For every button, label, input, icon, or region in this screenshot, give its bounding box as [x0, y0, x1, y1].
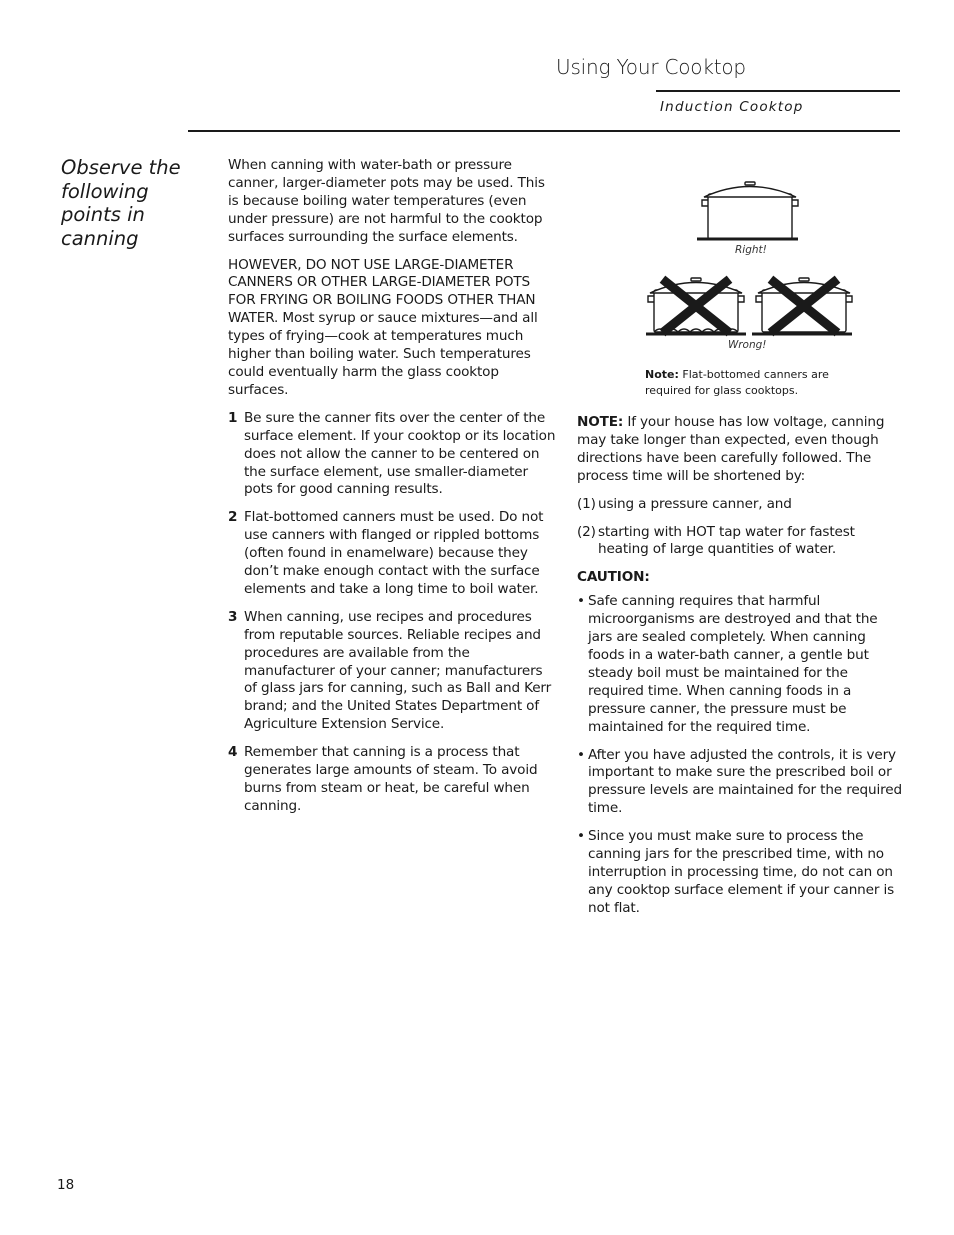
wrong-canner-offcenter-illustration [752, 278, 852, 334]
wrong-caption: Wrong! [728, 339, 767, 351]
section-rule [188, 130, 900, 132]
list-item [228, 744, 558, 816]
item-number: 1 [228, 409, 238, 426]
figure-note [645, 367, 845, 398]
list-item [577, 747, 903, 819]
voltage-note [577, 414, 903, 486]
step-number: (1) [577, 495, 596, 512]
step-text: using a pressure canner, and [598, 495, 792, 512]
left-column [228, 157, 558, 826]
caution-text: Safe canning requires that harmful microorganisms are destroyed and that the jars are sealed completely. When canning foods in a water-bath canner, a gentle but steady boil must be maintained for the required time. When canning foods in a pressure canner, the pressure must be maintained for the required time. [588, 593, 878, 735]
section-heading: Observe the following points in canning [61, 156, 181, 250]
bullet-dot: • [577, 746, 585, 763]
list-item [577, 524, 903, 560]
right-canner-illustration [697, 182, 798, 239]
wrong-canner-flanged-illustration [646, 278, 746, 334]
item-number: 3 [228, 608, 238, 625]
item-text: Flat-bottomed canners must be used. Do not use canners with flanged or rippled bottoms (often found in enamelware) because they don’t make enough contact with the surface elements and take a long time to boil water. [244, 509, 544, 597]
intro-paragraph: When canning with water-bath or pressure canner, larger-diameter pots may be used. This is because boiling water temperatures (even under pressure) are not harmful to the cooktop surfaces surrounding the surface elements. [228, 157, 545, 245]
right-caption: Right! [735, 244, 767, 256]
figure-note-text: Flat-bottomed canners are required for glass cooktops. [645, 368, 829, 397]
list-item [577, 828, 903, 918]
caution-text: After you have adjusted the controls, it is very important to make sure the prescribed boil or pressure levels are maintained for the required time. [588, 746, 902, 817]
note-label: NOTE: [577, 414, 624, 430]
figure-note-label: Note: [645, 368, 679, 381]
step-text: starting with HOT tap water for fastest heating of large quantities of water. [598, 523, 855, 558]
warning-paragraph: HOWEVER, DO NOT USE LARGE-DIAMETER CANNERS OR OTHER LARGE-DIAMETER POTS FOR FRYING OR BOILING FOODS OTHER THAN WATER. Most syrup or sauce mixtures—and all types of frying—cook at temperatures much higher than boiling water. Such temperatures could eventually harm the glass cooktop surfaces. [228, 256, 538, 398]
list-item [577, 496, 903, 514]
canner-illustration [640, 178, 860, 358]
page-number: 18 [57, 1177, 75, 1193]
item-text: When canning, use recipes and procedures from reputable sources. Reliable recipes and procedures are available from the manufacturer of your canner; manufacturers of glass jars for canning, such as Ball and Kerr brand; and the United States Department of Agriculture Extension Service. [244, 608, 552, 733]
page-title: Using Your Cooktop [556, 55, 746, 79]
bullet-dot: • [577, 593, 585, 610]
list-item [577, 593, 903, 736]
list-item [228, 609, 558, 734]
step-number: (2) [577, 523, 596, 540]
header-rule [656, 90, 900, 92]
item-text: Be sure the canner fits over the center of the surface element. If your cooktop or its location does not allow the canner to be centered on the surface element, use smaller-diameter pots for good canning results. [244, 409, 556, 498]
caution-text: Since you must make sure to process the canning jars for the prescribed time, with no interruption in processing time, do not can on any cooktop surface element if your canner is not flat. [588, 828, 895, 916]
list-item [228, 410, 558, 500]
item-number: 4 [228, 744, 238, 761]
right-column [577, 414, 903, 928]
bullet-dot: • [577, 828, 585, 845]
caution-label: CAUTION: [577, 569, 650, 586]
page-subtitle: Induction Cooktop [660, 99, 804, 115]
note-text: If your house has low voltage, canning may take longer than expected, even though directions have been carefully followed. The process time will be shortened by: [577, 414, 885, 484]
list-item [228, 509, 558, 599]
item-text: Remember that canning is a process that generates large amounts of steam. To avoid burns from steam or heat, be careful when canning. [244, 744, 538, 814]
item-number: 2 [228, 509, 238, 526]
